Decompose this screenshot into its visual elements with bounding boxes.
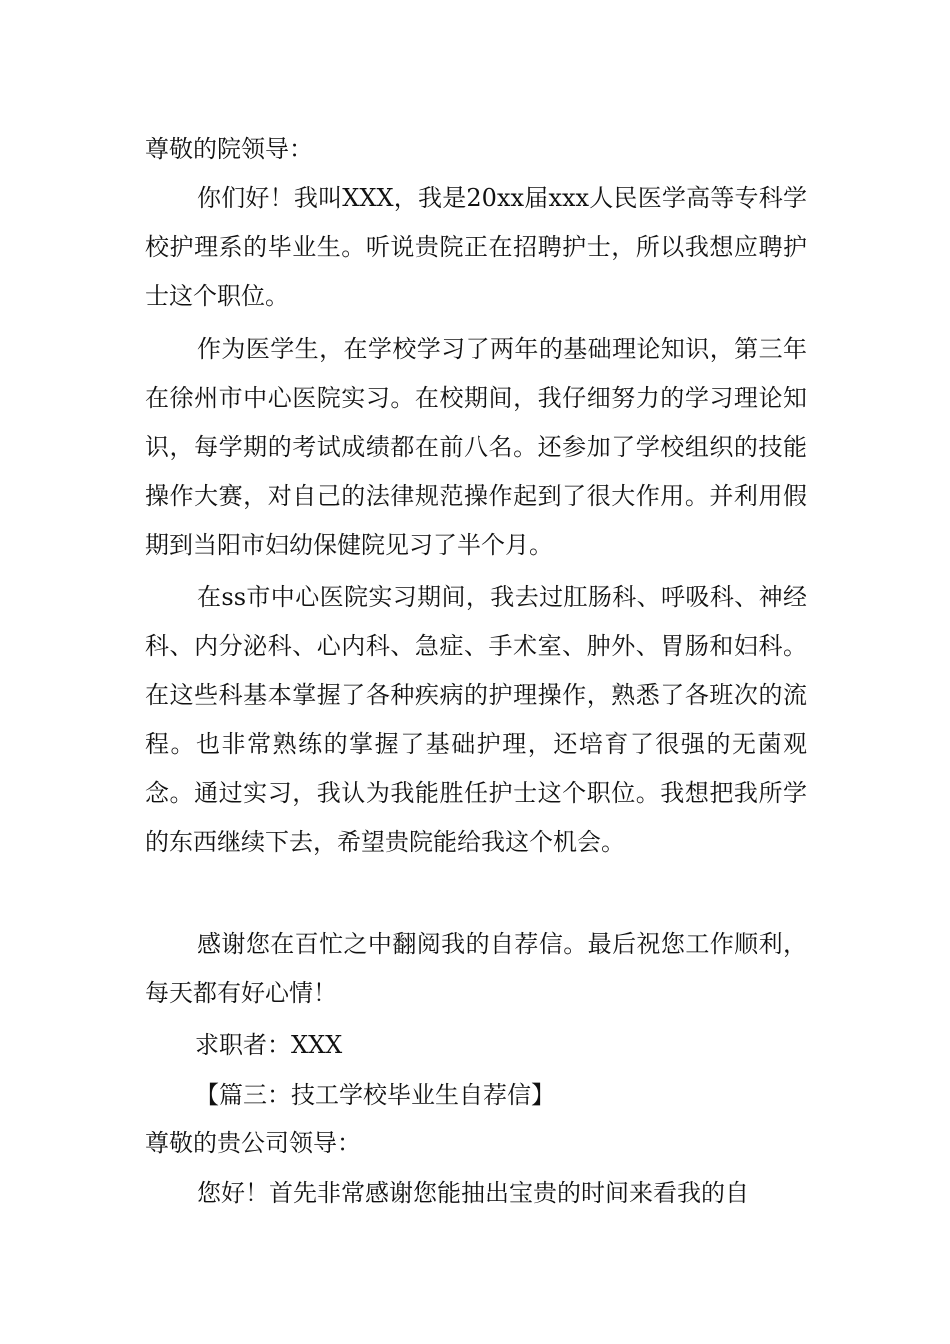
paragraph-thanks: 感谢您在百忙之中翻阅我的自荐信。最后祝您工作顺利，每天都有好心情！ xyxy=(145,930,807,1007)
section-heading: 【篇三：技工学校毕业生自荐信】 xyxy=(195,1081,555,1109)
paragraph-education: 作为医学生，在学校学习了两年的基础理论知识，第三年在徐州市中心医院实习。在校期间，我仔细努力的学习理论知识，每学期的考试成绩都在前八名。还参加了学校组织的技能操作大赛，对自己的法律规范操作起到了很大作用。并利用假期到当阳市妇幼保健院见习了半个月。 xyxy=(145,335,807,559)
paragraph-company-opening: 您好！首先非常感谢您能抽出宝贵的时间来看我的自 xyxy=(197,1179,749,1207)
paragraph-internship: 在ss市中心医院实习期间，我去过肛肠科、呼吸科、神经科、内分泌科、心内科、急症、手术室、肿外、胃肠和妇科。在这些科基本掌握了各种疾病的护理操作，熟悉了各班次的流程。也非常熟练的掌握了基础护理，还培育了很强的无菌观念。通过实习，我认为我能胜任护士这个职位。我想把我所学的东西继续下去，希望贵院能给我这个机会。 xyxy=(145,583,807,856)
salutation-company: 尊敬的贵公司领导： xyxy=(145,1129,361,1157)
salutation-hospital: 尊敬的院领导： xyxy=(145,135,313,163)
signature-applicant: 求职者：XXX xyxy=(195,1031,343,1059)
paragraph-introduction: 你们好！我叫XXX，我是20xx届xxx人民医学高等专科学校护理系的毕业生。听说贵院正在招聘护士，所以我想应聘护士这个职位。 xyxy=(145,184,807,310)
